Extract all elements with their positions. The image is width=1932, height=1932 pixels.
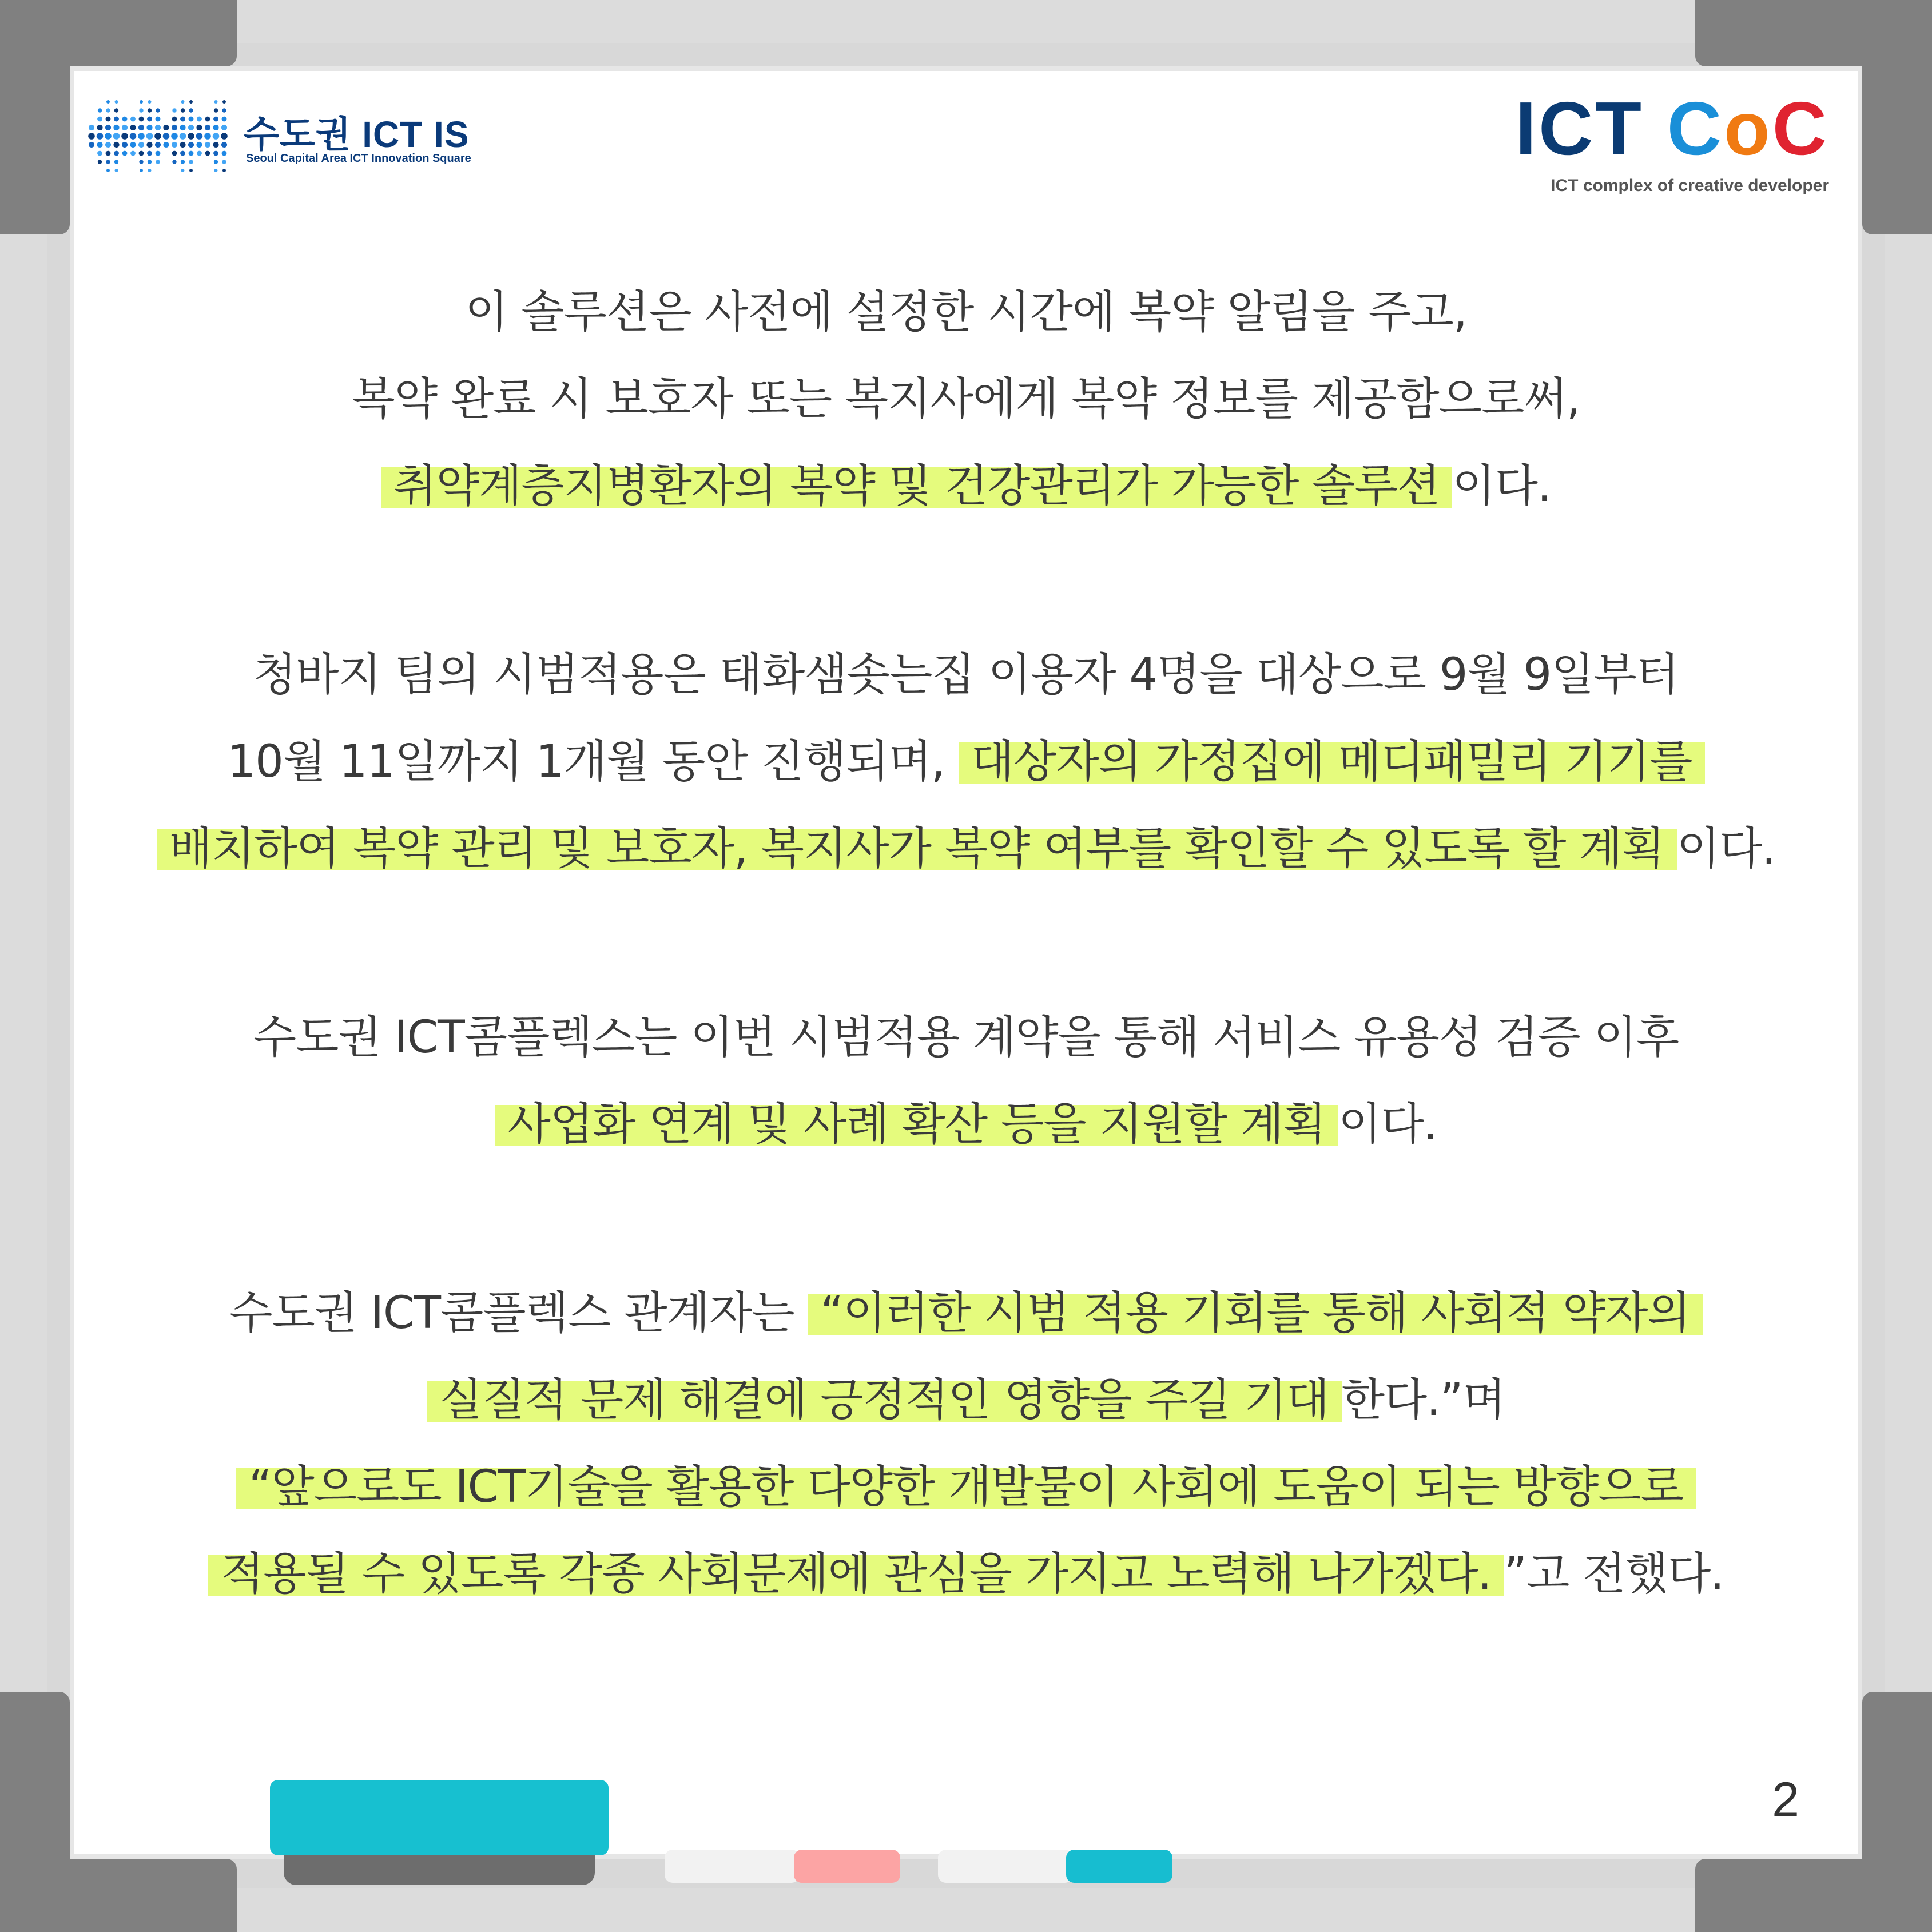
highlighted-text: 실질적 문제 해결에 긍정적인 영향을 주길 기대 — [427, 1374, 1341, 1426]
highlighted-text: “앞으로도 ICT기술을 활용한 다양한 개발물이 사회에 도움이 되는 방향으로 — [236, 1461, 1696, 1513]
paragraph — [92, 1270, 1840, 1617]
paragraph — [92, 994, 1840, 1168]
highlighted-text: 대상자의 가정집에 메디패밀리 기기를 — [959, 736, 1705, 788]
text-line — [92, 1531, 1840, 1617]
logo-c1-text: C — [1667, 86, 1724, 170]
logo-o-text: o — [1724, 86, 1772, 170]
paragraph — [92, 631, 1840, 892]
dot-matrix-logo-icon — [85, 89, 233, 186]
highlighted-text: 사업화 연계 및 사례 확산 등을 지원할 계획 — [495, 1099, 1338, 1150]
body-text: 이 솔루션은 사전에 설정한 시간에 복약 알림을 주고, — [465, 287, 1467, 338]
marker-teal-cap — [1066, 1850, 1172, 1883]
paragraph — [92, 269, 1840, 530]
body-text: 수도권 ICT콤플렉스는 이번 시범적용 계약을 통해 서비스 유용성 검증 이후 — [253, 1012, 1679, 1063]
page-number: 2 — [1772, 1772, 1799, 1827]
marker-red-body — [665, 1850, 800, 1883]
text-line — [92, 269, 1840, 356]
highlighted-text: 적용될 수 있도록 각종 사회문제에 관심을 가지고 노력해 나가겠다. — [208, 1548, 1504, 1600]
text-line — [92, 1357, 1840, 1444]
marker-red-cap — [794, 1850, 900, 1883]
body-text: 한다.”며 — [1341, 1374, 1505, 1426]
body-text: 이다. — [1338, 1099, 1437, 1150]
marker-teal-body — [938, 1850, 1073, 1883]
ict-coc-logo-subtitle: ICT complex of creative developer — [1551, 176, 1829, 195]
text-line — [92, 1444, 1840, 1531]
ict-coc-logo-mark — [1509, 86, 1829, 170]
ict-is-logo-subtitle: Seoul Capital Area ICT Innovation Square — [246, 152, 471, 165]
body-text: 이다. — [1676, 823, 1776, 874]
text-line — [92, 443, 1840, 530]
text-line — [92, 805, 1840, 892]
eraser-top — [270, 1780, 609, 1855]
text-line — [92, 994, 1840, 1081]
ict-is-logo — [85, 89, 485, 186]
text-line — [92, 1270, 1840, 1357]
frame-corner-top-right-side — [1862, 0, 1932, 234]
body-text: 복약 완료 시 보호자 또는 복지사에게 복약 정보를 제공함으로써, — [352, 373, 1580, 425]
body-text: ”고 전했다. — [1504, 1548, 1724, 1600]
body-text: 청바지 팀의 시범적용은 태화샘솟는집 이용자 4명을 대상으로 9월 9일부터 — [253, 649, 1679, 701]
frame-corner-bottom-right-side — [1862, 1692, 1932, 1932]
highlighted-text: 취약계층지병환자의 복약 및 건강관리가 가능한 솔루션 — [381, 460, 1452, 512]
highlighted-text: “이러한 시범 적용 기회를 통해 사회적 약자의 — [808, 1287, 1702, 1339]
body-text: 10월 11일까지 1개월 동안 진행되며, — [227, 736, 959, 788]
body-text: 이다. — [1452, 460, 1551, 512]
body-text: 수도권 ICT콤플렉스 관계자는 — [229, 1287, 808, 1339]
logo-c2-text: C — [1772, 86, 1829, 170]
frame-corner-bottom-left-side — [0, 1692, 70, 1932]
frame-corner-top-left-side — [0, 0, 70, 234]
article-body — [92, 269, 1840, 1617]
ict-coc-logo — [1509, 86, 1829, 200]
text-line — [92, 631, 1840, 718]
logo-ict-text: ICT — [1515, 86, 1644, 170]
ict-is-logo-title: 수도권 ICT IS — [244, 114, 470, 155]
text-line — [92, 356, 1840, 443]
highlighted-text: 배치하여 복약 관리 및 보호자, 복지사가 복약 여부를 확인할 수 있도록 할 계획 — [157, 823, 1677, 874]
text-line — [92, 1081, 1840, 1168]
text-line — [92, 718, 1840, 805]
